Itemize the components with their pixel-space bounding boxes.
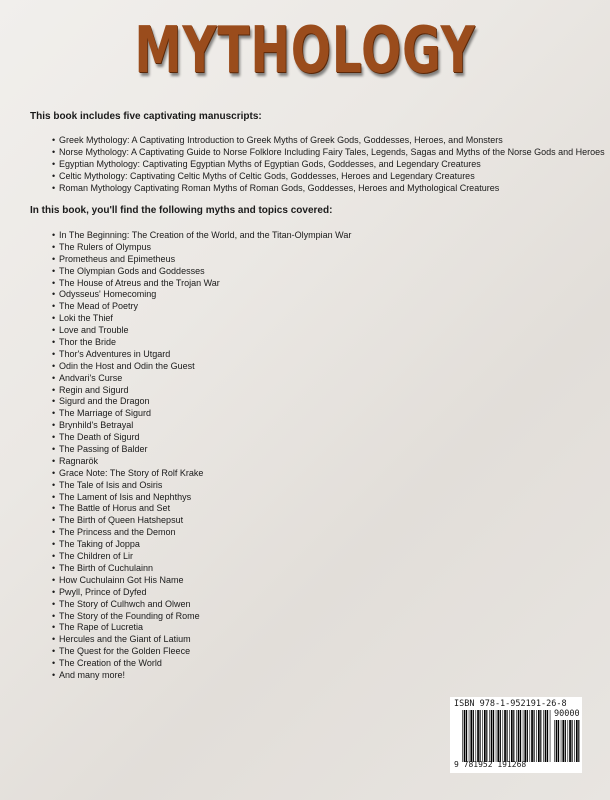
topic-item [52, 515, 351, 527]
topic-item-label: The Taking of Joppa [59, 539, 140, 550]
bullet-icon: • [52, 562, 56, 573]
topic-item-label: Odysseus' Homecoming [59, 289, 157, 300]
bullet-icon: • [52, 527, 56, 538]
topic-item [52, 349, 351, 361]
bullet-icon: • [52, 265, 56, 276]
topic-item-label: Grace Note: The Story of Rolf Krake [59, 467, 204, 478]
topic-item [52, 313, 351, 325]
topic-item-label: Love and Trouble [59, 325, 129, 336]
topic-item [52, 503, 351, 515]
topic-item-label: The Battle of Horus and Set [59, 503, 171, 514]
topic-item-label: The Quest for the Golden Fleece [59, 646, 191, 657]
topic-item [52, 456, 351, 468]
topic-item-label: The House of Atreus and the Trojan War [59, 277, 220, 288]
bullet-icon: • [52, 658, 56, 669]
topic-item [52, 325, 351, 337]
bullet-icon: • [52, 491, 56, 502]
topic-item [52, 301, 351, 313]
topic-item [52, 587, 351, 599]
isbn-text: ISBN 978-1-952191-26-8 [454, 699, 567, 709]
bullet-icon: • [52, 539, 56, 550]
topic-item-label: The Birth of Cuchulainn [59, 562, 154, 573]
bullet-icon: • [52, 325, 56, 336]
topic-item-label: The Tale of Isis and Osiris [59, 479, 163, 490]
bullet-icon: • [52, 598, 56, 609]
topic-item [52, 634, 351, 646]
topic-item [52, 539, 351, 551]
topic-item-label: Odin the Host and Odin the Guest [59, 360, 195, 371]
topic-item [52, 432, 351, 444]
topic-item-label: Pwyll, Prince of Dyfed [59, 586, 147, 597]
topic-item [52, 492, 351, 504]
topic-item-label: The Lament of Isis and Nephthys [59, 491, 192, 502]
bullet-icon: • [52, 467, 56, 478]
topic-item [52, 230, 351, 242]
bullet-icon: • [52, 551, 56, 562]
bullet-icon: • [52, 669, 56, 680]
topic-item [52, 373, 351, 385]
bullet-icon: • [52, 301, 56, 312]
barcode-digits: 9 781952 191268 [454, 760, 527, 769]
bullet-icon: • [52, 515, 56, 526]
topic-item [52, 408, 351, 420]
manuscript-item [52, 135, 605, 147]
bullet-icon: • [52, 182, 56, 193]
topic-item [52, 527, 351, 539]
bullet-icon: • [52, 574, 56, 585]
topic-item [52, 254, 351, 266]
topic-item-label: The Rape of Lucretia [59, 622, 144, 633]
topic-item [52, 289, 351, 301]
topic-item-label: Andvari's Curse [59, 372, 123, 383]
topic-item-label: And many more! [59, 669, 126, 680]
topic-item-label: Thor's Adventures in Utgard [59, 348, 171, 359]
topic-item-label: The Birth of Queen Hatshepsut [59, 515, 184, 526]
bullet-icon: • [52, 289, 56, 300]
bullet-icon: • [52, 586, 56, 597]
bullet-icon: • [52, 622, 56, 633]
topic-item-label: The Marriage of Sigurd [59, 408, 152, 419]
manuscript-item-label: Roman Mythology Captivating Roman Myths of Roman Gods, Goddesses, Heroes and Mythological Creatures [59, 182, 500, 193]
bullet-icon: • [52, 313, 56, 324]
bullet-icon: • [52, 408, 56, 419]
manuscript-item [52, 183, 605, 195]
topic-item [52, 611, 351, 623]
topic-item [52, 622, 351, 634]
topic-item-label: The Story of the Founding of Rome [59, 610, 200, 621]
bullet-icon: • [52, 277, 56, 288]
barcode-addon-bars [554, 720, 580, 762]
topic-item-label: How Cuchulainn Got His Name [59, 574, 184, 585]
topic-item-label: The Rulers of Olympus [59, 241, 152, 252]
topic-item-label: The Story of Culhwch and Olwen [59, 598, 191, 609]
bullet-icon: • [52, 634, 56, 645]
bullet-icon: • [52, 146, 56, 157]
barcode-bars [462, 710, 551, 762]
manuscript-item [52, 147, 605, 159]
topic-item [52, 468, 351, 480]
topic-item [52, 361, 351, 373]
topic-item-label: The Children of Lir [59, 551, 134, 562]
topic-item-label: The Princess and the Demon [59, 527, 176, 538]
topic-item-label: The Creation of the World [59, 658, 162, 669]
topic-item [52, 278, 351, 290]
topic-item [52, 420, 351, 432]
bullet-icon: • [52, 170, 56, 181]
bullet-icon: • [52, 396, 56, 407]
bullet-icon: • [52, 360, 56, 371]
price-code: 90000 [554, 709, 580, 719]
manuscript-item-label: Egyptian Mythology: Captivating Egyptian Myths of Egyptian Gods, Goddesses, and Legendary Creatures [59, 158, 481, 169]
manuscript-item [52, 159, 605, 171]
bullet-icon: • [52, 384, 56, 395]
bullet-icon: • [52, 348, 56, 359]
manuscripts-heading: This book includes five captivating manuscripts: [30, 111, 262, 122]
topic-item [52, 563, 351, 575]
bullet-icon: • [52, 479, 56, 490]
topics-heading: In this book, you'll find the following myths and topics covered: [30, 205, 333, 216]
topic-item [52, 575, 351, 587]
topic-item-label: Sigurd and the Dragon [59, 396, 150, 407]
topic-item [52, 385, 351, 397]
topic-item-label: The Death of Sigurd [59, 432, 140, 443]
topic-item-label: Prometheus and Epimetheus [59, 253, 176, 264]
topic-item [52, 658, 351, 670]
book-title: MYTHOLOGY [134, 14, 476, 88]
isbn-barcode [450, 697, 582, 773]
topic-item-label: In The Beginning: The Creation of the World, and the Titan-Olympian War [59, 230, 352, 240]
bullet-icon: • [52, 372, 56, 383]
topic-item [52, 599, 351, 611]
bullet-icon: • [52, 444, 56, 455]
manuscript-item-label: Celtic Mythology: Captivating Celtic Myths of Celtic Gods, Goddesses, Heroes and Legendary Creatures [59, 170, 475, 181]
topics-list [52, 230, 351, 682]
topic-item-label: Regin and Sigurd [59, 384, 129, 395]
bullet-icon: • [52, 610, 56, 621]
bullet-icon: • [52, 503, 56, 514]
bullet-icon: • [52, 646, 56, 657]
topic-item [52, 337, 351, 349]
manuscript-item-label: Norse Mythology: A Captivating Guide to Norse Folklore Including Fairy Tales, Legends, Sagas and Myths of the Norse Gods and Heroes [59, 146, 605, 157]
bullet-icon: • [52, 241, 56, 252]
topic-item-label: Hercules and the Giant of Latium [59, 634, 191, 645]
topic-item [52, 480, 351, 492]
bullet-icon: • [52, 158, 56, 169]
topic-item [52, 444, 351, 456]
bullet-icon: • [52, 253, 56, 264]
bullet-icon: • [52, 455, 56, 466]
manuscript-item [52, 171, 605, 183]
topic-item-label: The Olympian Gods and Goddesses [59, 265, 205, 276]
topic-item [52, 266, 351, 278]
topic-item [52, 242, 351, 254]
topic-item [52, 670, 351, 682]
bullet-icon: • [52, 337, 56, 348]
topic-item-label: Brynhild's Betrayal [59, 420, 134, 431]
topic-item [52, 551, 351, 563]
manuscript-item-label: Greek Mythology: A Captivating Introduction to Greek Myths of Greek Gods, Goddesses, Heroes, and Monsters [59, 135, 503, 145]
topic-item [52, 646, 351, 658]
bullet-icon: • [52, 432, 56, 443]
topic-item-label: Loki the Thief [59, 313, 113, 324]
bullet-icon: • [52, 135, 56, 145]
bullet-icon: • [52, 420, 56, 431]
topic-item-label: The Mead of Poetry [59, 301, 139, 312]
manuscripts-list [52, 135, 605, 194]
bullet-icon: • [52, 230, 56, 240]
topic-item-label: Ragnarök [59, 455, 99, 466]
topic-item [52, 396, 351, 408]
topic-item-label: Thor the Bride [59, 337, 117, 348]
topic-item-label: The Passing of Balder [59, 444, 148, 455]
